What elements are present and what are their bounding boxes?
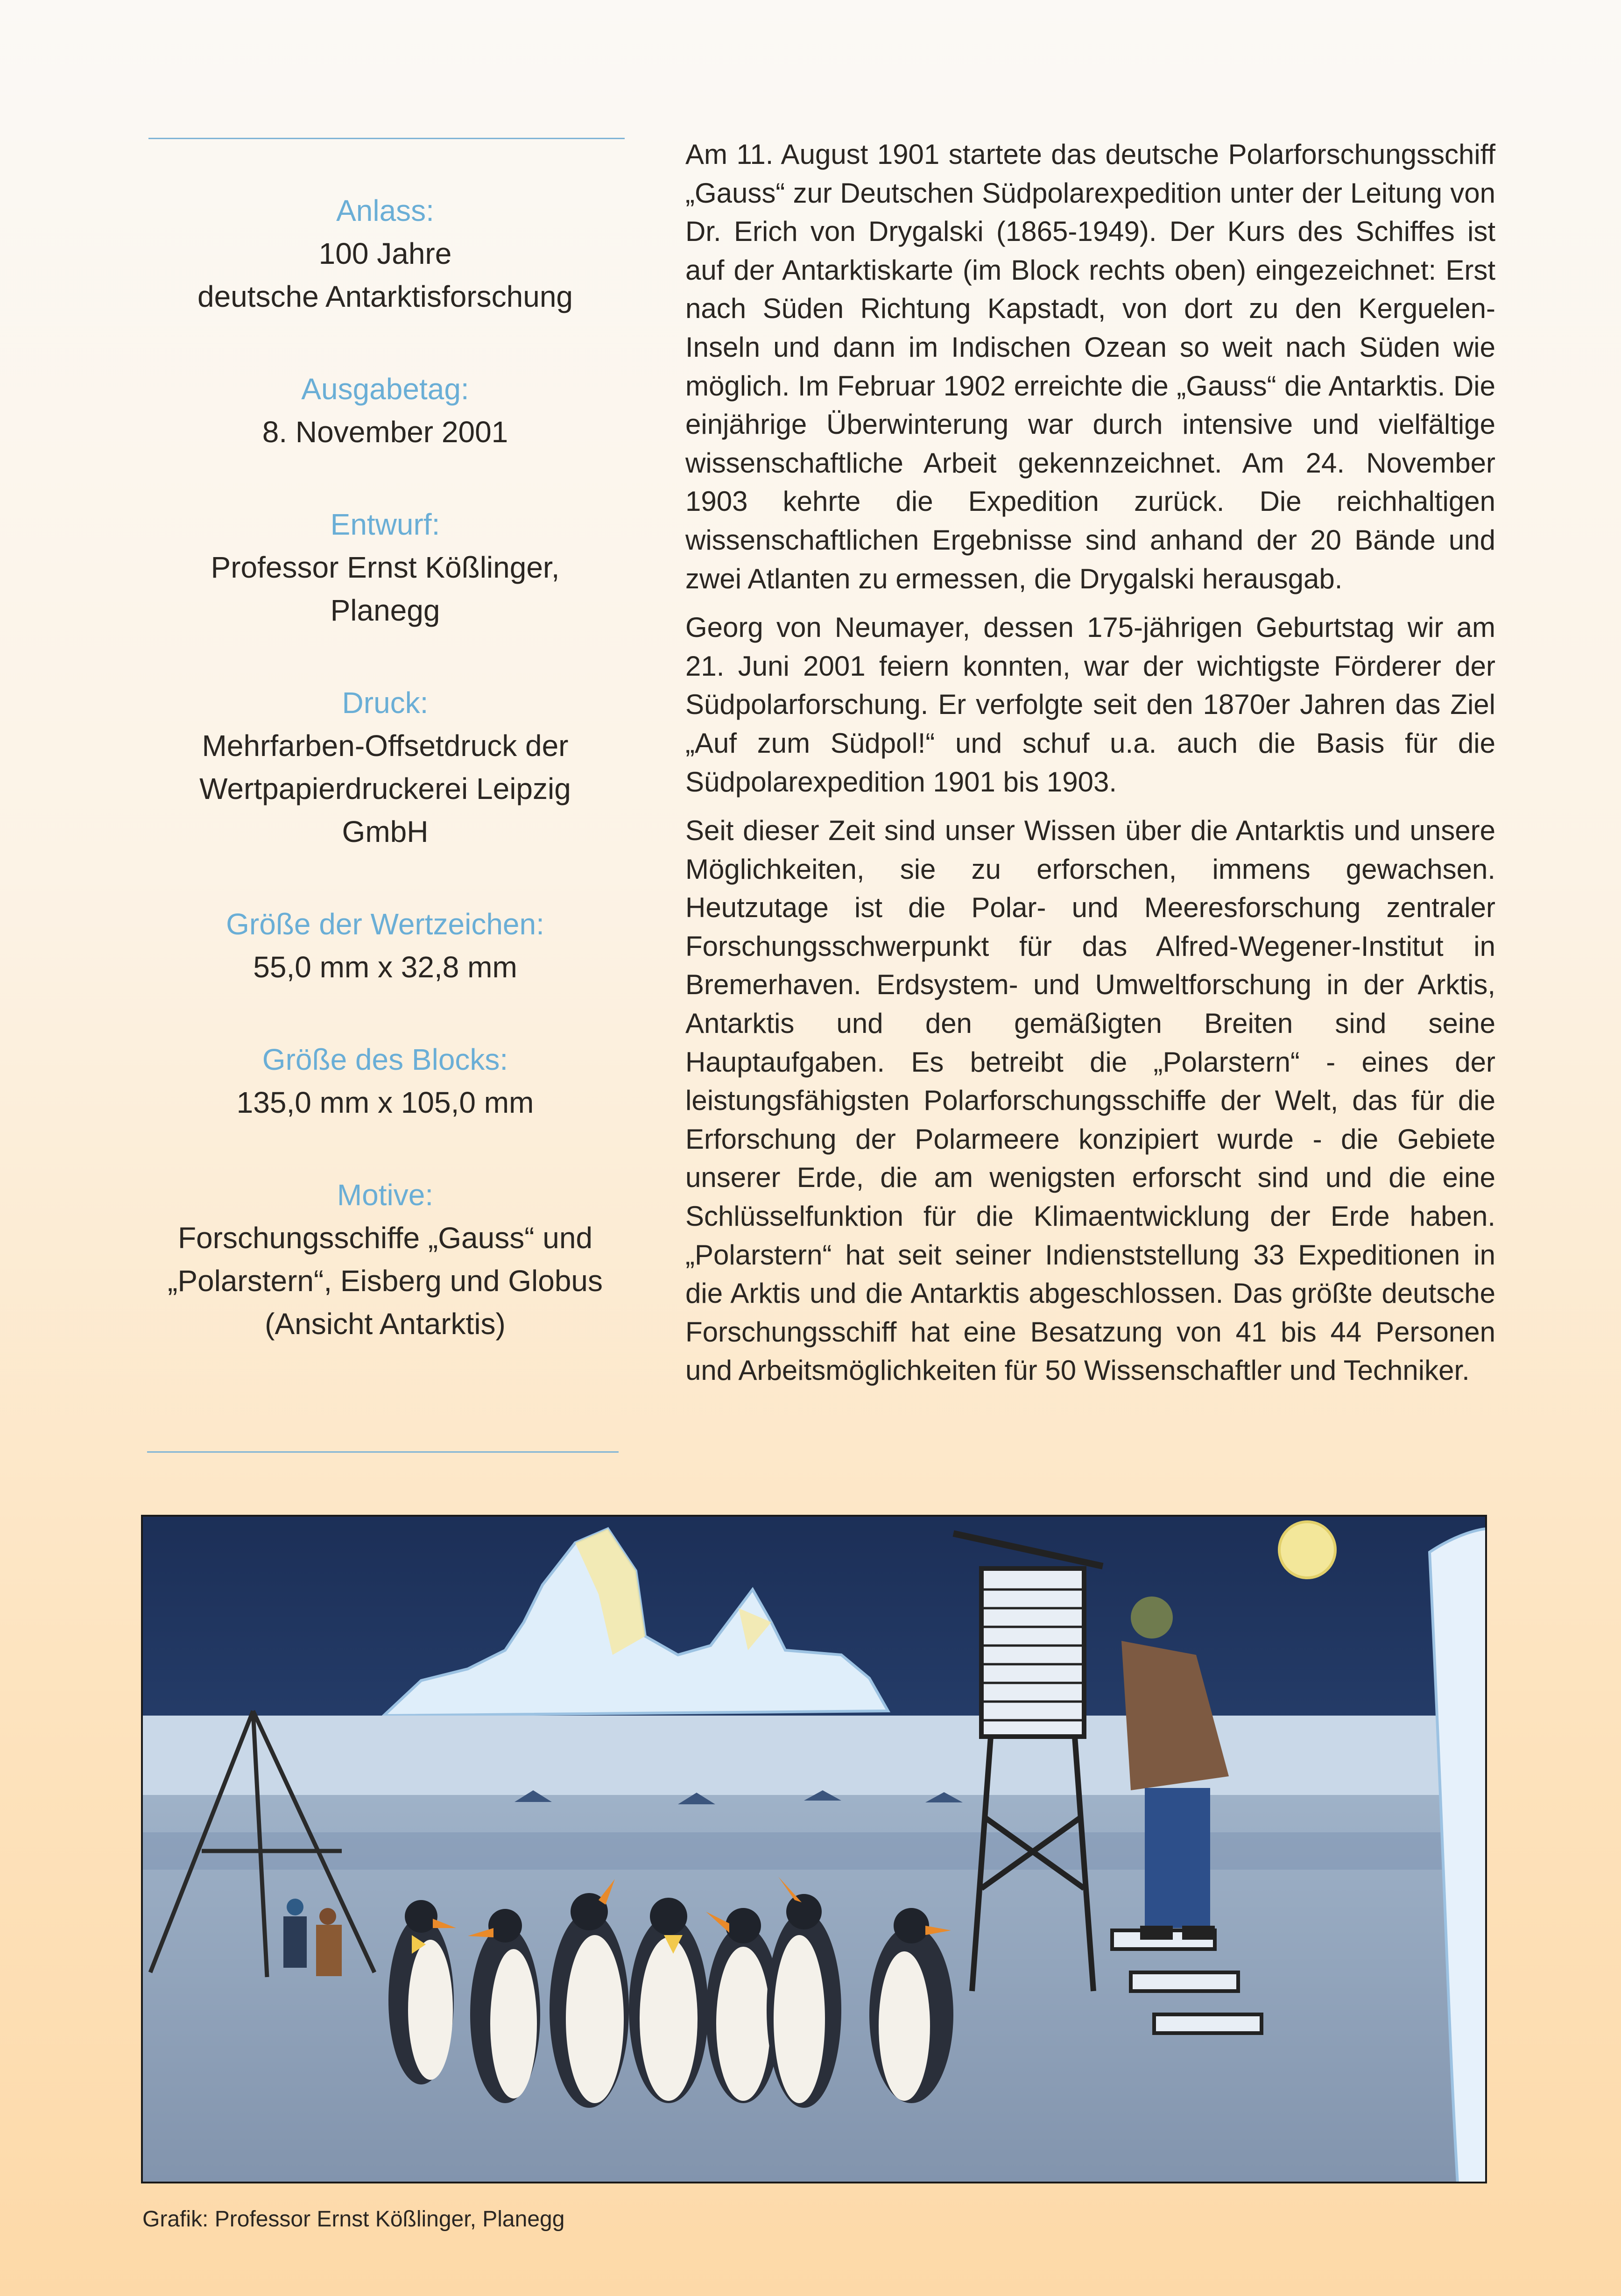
detail-label: Druck: — [342, 686, 429, 720]
detail-label: Anlass: — [336, 194, 434, 227]
article-paragraph: Georg von Neumayer, dessen 175-jährigen Geburtstag wir am 21. Juni 2001 feiern konnten, war der wichtigste Förderer der Südpolarforschung. Er verfolgte seit den 1870er Jahren das Ziel „Auf zum Südpol!“ und schuf u.a. auch die Basis für die Südpolarexpedition 1901 bis 1903. — [685, 612, 1495, 798]
detail-value: 8. November 2001 — [262, 415, 508, 449]
issue-details — [140, 189, 630, 1395]
detail-occasion — [140, 189, 630, 318]
detail-label: Motive: — [337, 1178, 434, 1212]
article-paragraph: Seit dieser Zeit sind unser Wissen über die Antarktis und unsere Möglichkeiten, sie zu erforschen, immens gewachsen. Heutzutage ist die Polar- und Meeresforschung zentraler Forschungsschwerpunkt für das Alfred-Wegener-Institut in Bremerhaven. Erdsystem- und Umweltforschung in der Arktis, Antarktis und den gemäßigten Breiten sind seine Hauptaufgaben. Es betreibt die „Polarstern“ - eines der leistungsfähigsten Polarforschungsschiffe der Welt, das für die Erforschung der Polarmeere konzipiert wurde - die Gebiete unserer Erde, die am wenigsten erforscht sind und die eine Schlüsselfunktion für die Klimaentwicklung der Erde haben. „Polarstern“ hat seit seiner Indienststellung 33 Expeditionen in die Arktis und die Antarktis abgeschlossen. Das größte deutsche Forschungsschiff hat eine Besatzung von 41 bis 44 Personen und Arbeitsmöglichkeiten für 50 Wissenschaftler und Techniker. — [685, 815, 1495, 1386]
antarctic-station-illustration — [141, 1515, 1487, 2183]
image-caption: Grafik: Professor Ernst Kößlinger, Planegg — [142, 2207, 565, 2232]
detail-label: Größe des Blocks: — [262, 1043, 508, 1076]
article-text — [685, 135, 1495, 1400]
detail-value: 100 Jahre deutsche Antarktisforschung — [197, 237, 573, 313]
detail-label: Entwurf: — [330, 508, 440, 541]
detail-label: Größe der Wertzeichen: — [226, 907, 544, 941]
detail-block-size — [140, 1038, 630, 1124]
detail-value: Forschungsschiffe „Gauss“ und „Polarstern“, Eisberg und Globus (Ansicht Antarktis) — [168, 1221, 603, 1341]
detail-value: 55,0 mm x 32,8 mm — [253, 950, 517, 984]
detail-label: Ausgabetag: — [301, 372, 469, 406]
top-divider — [148, 138, 625, 139]
detail-print — [140, 681, 630, 853]
article-paragraph: Am 11. August 1901 startete das deutsche Polarforschungsschiff „Gauss“ zur Deutschen Südpolarexpedition unter der Leitung von Dr. Erich von Drygalski (1865-1949). Der Kurs des Schiffes ist auf der Antarktiskarte (im Block rechts oben) eingezeichnet: Erst nach Süden Richtung Kapstadt, von dort zu den Kerguelen-Inseln und dann im Indischen Ozean so weit nach Süden wie möglich. Im Februar 1902 erreichte die „Gauss“ die Antarktis. Die einjährige Überwinterung war durch intensive und vielfältige wissenschaftliche Arbeit gekennzeichnet. Am 24. November 1903 kehrte die Expedition zurück. Die reichhaltigen wissenschaftlichen Ergebnisse sind anhand der 20 Bände und zwei Atlanten zu ermessen, die Drygalski herausgab. — [685, 139, 1495, 594]
ice-field — [141, 1716, 1487, 1795]
moon-icon — [1279, 1522, 1335, 1578]
detail-value: Professor Ernst Kößlinger, Planegg — [211, 551, 560, 627]
detail-value: 135,0 mm x 105,0 mm — [236, 1086, 534, 1119]
bottom-divider — [147, 1451, 619, 1453]
detail-issue-date — [140, 367, 630, 453]
detail-stamp-size — [140, 903, 630, 989]
detail-value: Mehrfarben-Offsetdruck der Wertpapierdruckerei Leipzig GmbH — [199, 729, 571, 848]
detail-design — [140, 503, 630, 632]
detail-motifs — [140, 1173, 630, 1345]
